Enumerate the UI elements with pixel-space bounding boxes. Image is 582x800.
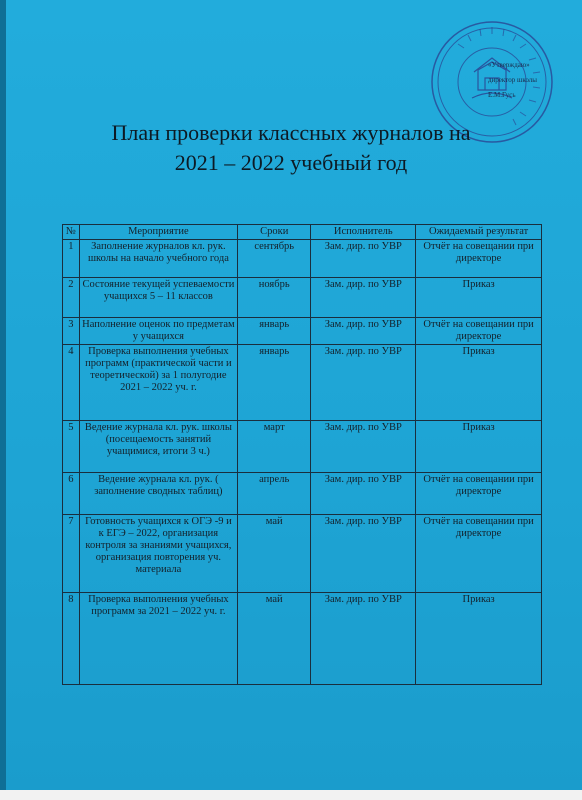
table-row	[63, 318, 542, 345]
row-result: Отчёт на совещании при директоре	[416, 515, 542, 593]
row-executor: Зам. дир. по УВР	[311, 473, 416, 515]
approval-name: Е.М.Гусь	[488, 91, 516, 99]
row-number: 7	[63, 515, 80, 593]
row-executor: Зам. дир. по УВР	[311, 593, 416, 685]
row-number: 5	[63, 421, 80, 473]
row-executor: Зам. дир. по УВР	[311, 278, 416, 318]
approval-heading: «Утверждаю»	[488, 61, 530, 69]
approval-position: директор школы	[488, 76, 537, 84]
row-activity: Готовность учащихся к ОГЭ -9 и к ЕГЭ – 2022, организация контроля за знаниями учащихся, организация повторения уч. материала	[79, 515, 237, 593]
row-date: ноябрь	[238, 278, 311, 318]
row-date: март	[238, 421, 311, 473]
row-activity: Наполнение оценок по предметам у учащихся	[79, 318, 237, 345]
table-row	[63, 473, 542, 515]
row-number: 4	[63, 345, 80, 421]
row-date: сентябрь	[238, 240, 311, 278]
row-activity: Ведение журнала кл. рук. ( заполнение сводных таблиц)	[79, 473, 237, 515]
row-activity: Ведение журнала кл. рук. школы (посещаемость занятий учащимися, итоги 3 ч.)	[79, 421, 237, 473]
header-activity: Мероприятие	[79, 225, 237, 240]
row-date: апрель	[238, 473, 311, 515]
row-executor: Зам. дир. по УВР	[311, 240, 416, 278]
table-row	[63, 345, 542, 421]
row-number: 6	[63, 473, 80, 515]
row-executor: Зам. дир. по УВР	[311, 421, 416, 473]
row-activity: Состояние текущей успеваемости учащихся 5 – 11 классов	[79, 278, 237, 318]
row-executor: Зам. дир. по УВР	[311, 318, 416, 345]
page-title	[0, 118, 582, 178]
row-result: Отчёт на совещании при директоре	[416, 473, 542, 515]
row-number: 2	[63, 278, 80, 318]
inspection-plan-table	[62, 224, 542, 685]
row-activity: Проверка выполнения учебных программ за 2021 – 2022 уч. г.	[79, 593, 237, 685]
row-result: Приказ	[416, 593, 542, 685]
header-result: Ожидаемый результат	[416, 225, 542, 240]
row-date: январь	[238, 318, 311, 345]
header-number: №	[63, 225, 80, 240]
header-date: Сроки	[238, 225, 311, 240]
scan-edge-bottom	[0, 790, 582, 800]
row-number: 1	[63, 240, 80, 278]
row-activity: Заполнение журналов кл. рук. школы на начало учебного года	[79, 240, 237, 278]
row-activity: Проверка выполнения учебных программ (практической части и теоретической) за 1 полугодие 2021 – 2022 уч. г.	[79, 345, 237, 421]
row-result: Отчёт на совещании при директоре	[416, 318, 542, 345]
row-date: январь	[238, 345, 311, 421]
table-row	[63, 240, 542, 278]
row-date: май	[238, 515, 311, 593]
approval-block	[488, 58, 578, 103]
row-result: Приказ	[416, 278, 542, 318]
header-executor: Исполнитель	[311, 225, 416, 240]
row-result: Приказ	[416, 345, 542, 421]
row-result: Отчёт на совещании при директоре	[416, 240, 542, 278]
row-executor: Зам. дир. по УВР	[311, 515, 416, 593]
row-date: май	[238, 593, 311, 685]
title-line-1: План проверки классных журналов на	[111, 120, 471, 145]
row-result: Приказ	[416, 421, 542, 473]
table-row	[63, 278, 542, 318]
row-number: 8	[63, 593, 80, 685]
row-number: 3	[63, 318, 80, 345]
table-header-row	[63, 225, 542, 240]
table-row	[63, 593, 542, 685]
table-row	[63, 421, 542, 473]
row-executor: Зам. дир. по УВР	[311, 345, 416, 421]
table-row	[63, 515, 542, 593]
title-line-2: 2021 – 2022 учебный год	[174, 150, 408, 175]
